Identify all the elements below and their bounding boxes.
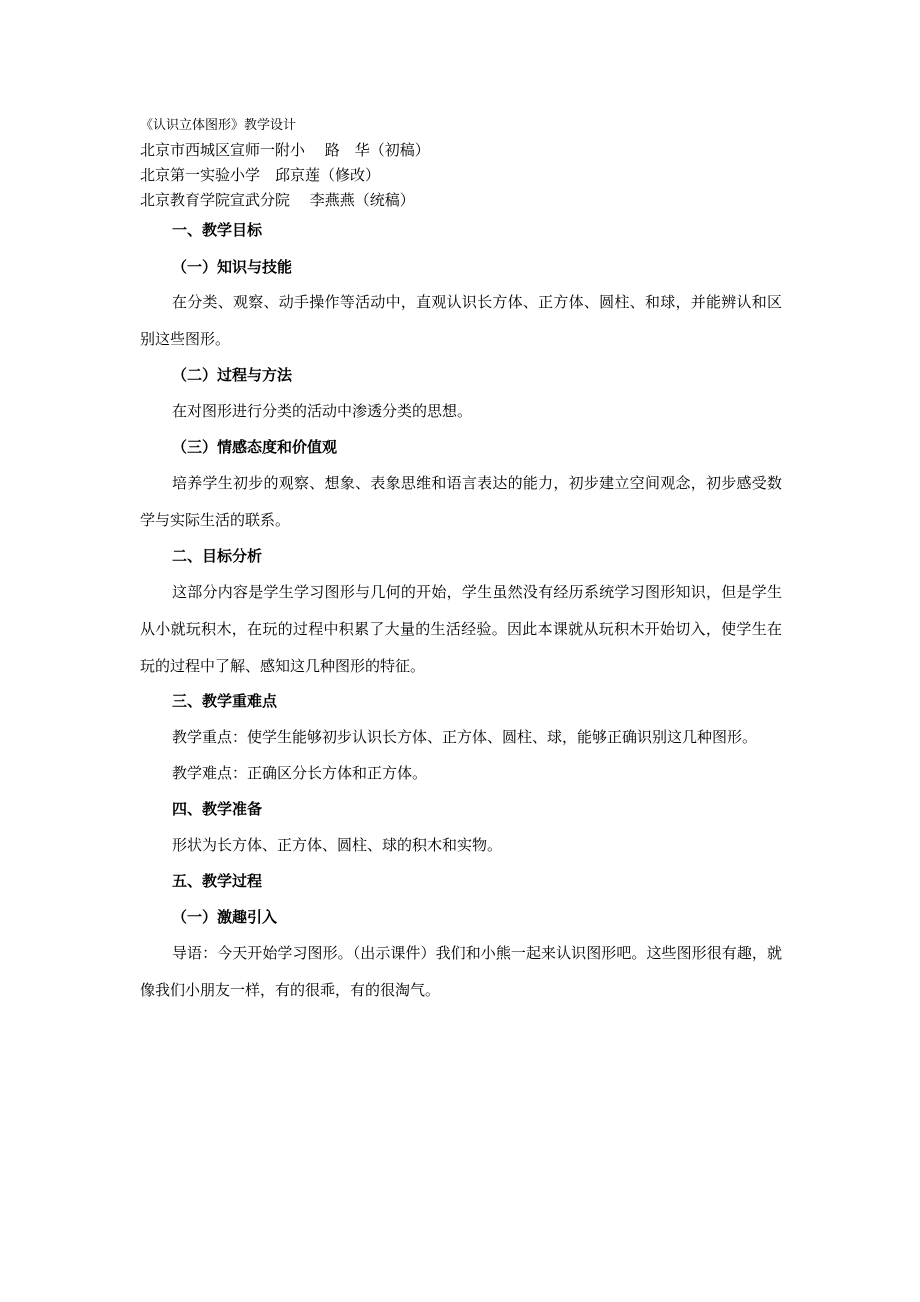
paragraph-key-point: 教学重点：使学生能够初步认识长方体、正方体、圆柱、球，能够正确识别这几种图形。 <box>172 728 758 746</box>
subheading-knowledge-skills: （一）知识与技能 <box>172 258 293 276</box>
author-line-revision: 北京第一实验小学 邱京莲（修改） <box>140 166 381 184</box>
paragraph-attitude-values: 培养学生初步的观察、想象、表象思维和语言表达的能力，初步建立空间观念，初步感受数学与实际生活的联系。 <box>140 474 782 529</box>
paragraph-knowledge-skills: 在分类、观察、动手操作等活动中，直观认识长方体、正方体、圆柱、和球，并能辨认和区别这些图形。 <box>140 293 782 348</box>
author-line-draft: 北京市西城区宣师一附小 路 华（初稿） <box>140 141 430 159</box>
subheading-attitude-values: （三）情感态度和价值观 <box>172 438 338 456</box>
section-heading-goal-analysis: 二、目标分析 <box>172 547 263 565</box>
paragraph-goal-analysis: 这部分内容是学生学习图形与几何的开始，学生虽然没有经历系统学习图形知识，但是学生从小就玩积木，在玩的过程中积累了大量的生活经验。因此本课就从玩积木开始切入，使学生在玩的过程中了解、感知这几种图形的特征。 <box>140 583 782 675</box>
paragraph-preparation: 形状为长方体、正方体、圆柱、球的积木和实物。 <box>172 836 503 854</box>
paragraph-process-method: 在对图形进行分类的活动中渗透分类的思想。 <box>172 402 473 420</box>
section-heading-process: 五、教学过程 <box>172 872 263 890</box>
section-heading-key-difficult: 三、教学重难点 <box>172 692 278 710</box>
author-line-final: 北京教育学院宣武分院 李燕燕（统稿） <box>140 191 415 209</box>
subheading-introduction: （一）激趣引入 <box>172 908 278 926</box>
paragraph-difficult-point: 教学难点：正确区分长方体和正方体。 <box>172 764 428 782</box>
section-heading-preparation: 四、教学准备 <box>172 800 263 818</box>
document-title: 《认识立体图形》教学设计 <box>140 118 297 133</box>
paragraph-introduction: 导语：今天开始学习图形。（出示课件）我们和小熊一起来认识图形吧。这些图形很有趣，就像我们小朋友一样，有的很乖，有的很淘气。 <box>140 944 782 999</box>
subheading-process-method: （二）过程与方法 <box>172 366 293 384</box>
section-heading-teaching-goals: 一、教学目标 <box>172 221 263 239</box>
